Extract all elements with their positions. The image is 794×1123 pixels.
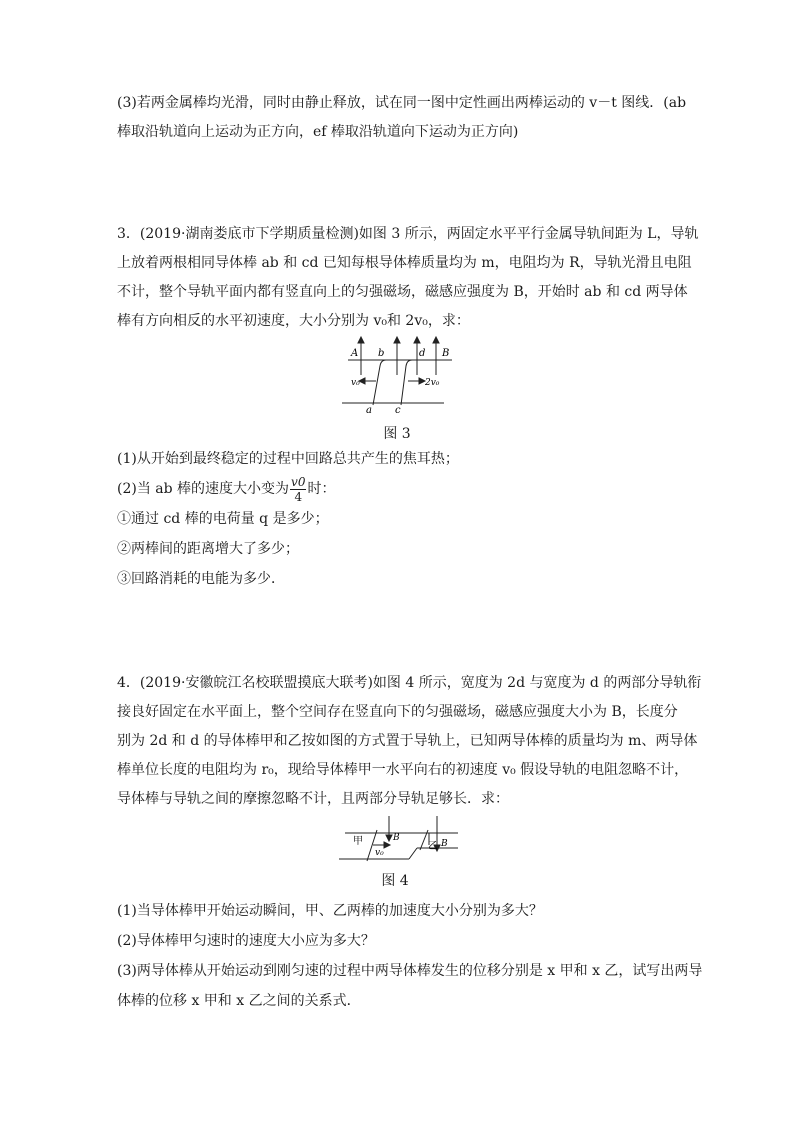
question-1: (1)当导体棒甲开始运动瞬间，甲、乙两棒的加速度大小分别为多大？ [117,903,543,919]
label-v0: v₀ [375,848,384,858]
q4-stem [117,669,702,814]
question-3-cont: 体棒的位移 x 甲和 x 乙之间的关系式． [117,993,361,1009]
q2-part3-text [117,89,687,147]
text-line: (3)若两金属棒均光滑，同时由静止释放，试在同一图中定性画出两棒运动的 v－t 图线．(ab [117,95,687,111]
question-2: (2)当 ab 棒的速度大小变为 $\frac{v0}{4}$ 时： [117,474,336,504]
label-d: d [419,348,426,359]
figure-4-caption: 图 4 [381,873,409,889]
label-jia: 甲 [353,836,363,847]
label-B-right: B [441,839,448,849]
q3-questions [117,444,677,594]
label-A: A [351,348,359,359]
text-line: 上放着两根相同导体棒 ab 和 cd 已知每根导体棒质量均为 m，电阻均为 R，导轨光滑且电阻 [117,255,692,271]
label-b: b [378,348,385,359]
label-yi: 乙 [428,841,438,852]
figure-4-diagram [337,813,462,868]
text-line: 棒单位长度的电阻均为 r₀，现给导体棒甲一水平向右的初速度 v₀ 假设导轨的电阻忽略不计， [117,762,689,778]
text-line: 棒取沿轨道向上运动为正方向，ef 棒取沿轨道向下运动为正方向) [117,124,519,140]
label-B-left: B [393,833,400,843]
text-line: 别为 2d 和 d 的导体棒甲和乙按如图的方式置于导轨上，已知两导体棒的质量均为 m、两导体 [117,733,698,749]
fraction-v0-over-4: $\frac{v0}{4}$ [291,474,306,504]
label-a: a [366,405,372,415]
text-line: 4．(2019·安徽皖江名校联盟摸底大联考)如图 4 所示，宽度为 2d 与宽度为 d 的两部分导轨衔 [117,675,702,691]
q4-questions [117,896,703,1016]
label-B: B [442,348,450,359]
sub-question-3: ③回路消耗的电能为多少． [117,571,285,587]
figure-3-diagram [340,335,460,415]
question-2: (2)导体棒甲匀速时的速度大小应为多大？ [117,933,375,949]
figure-3-caption: 图 3 [383,426,411,442]
text-line: 不计，整个导轨平面内都有竖直向上的匀强磁场，磁感应强度为 B，开始时 ab 和 cd 两导体 [117,284,688,300]
text-line: 棒有方向相反的水平初速度，大小分别为 v₀和 2v₀，求： [117,313,470,329]
q3-stem [117,220,699,336]
label-2v0: 2v₀ [425,378,440,388]
label-v0: v₀ [351,378,360,388]
label-c: c [395,405,401,415]
text-line: 接良好固定在水平面上，整个空间存在竖直向下的匀强磁场，磁感应强度大小为 B，长度分 [117,704,678,720]
text-line: 3．(2019·湖南娄底市下学期质量检测)如图 3 所示，两固定水平平行金属导轨间距为 L，导轨 [117,226,699,242]
text-line: 导体棒与导轨之间的摩擦忽略不计，且两部分导轨足够长．求： [117,791,509,807]
question-1: (1)从开始到最终稳定的过程中回路总共产生的焦耳热； [117,451,459,467]
question-3: (3)两导体棒从开始运动到刚匀速的过程中两导体棒发生的位移分别是 x 甲和 x 乙，试写出两导 [117,963,703,979]
sub-question-2: ②两棒间的距离增大了多少； [117,541,299,557]
sub-question-1: ①通过 cd 棒的电荷量 q 是多少； [117,511,329,527]
